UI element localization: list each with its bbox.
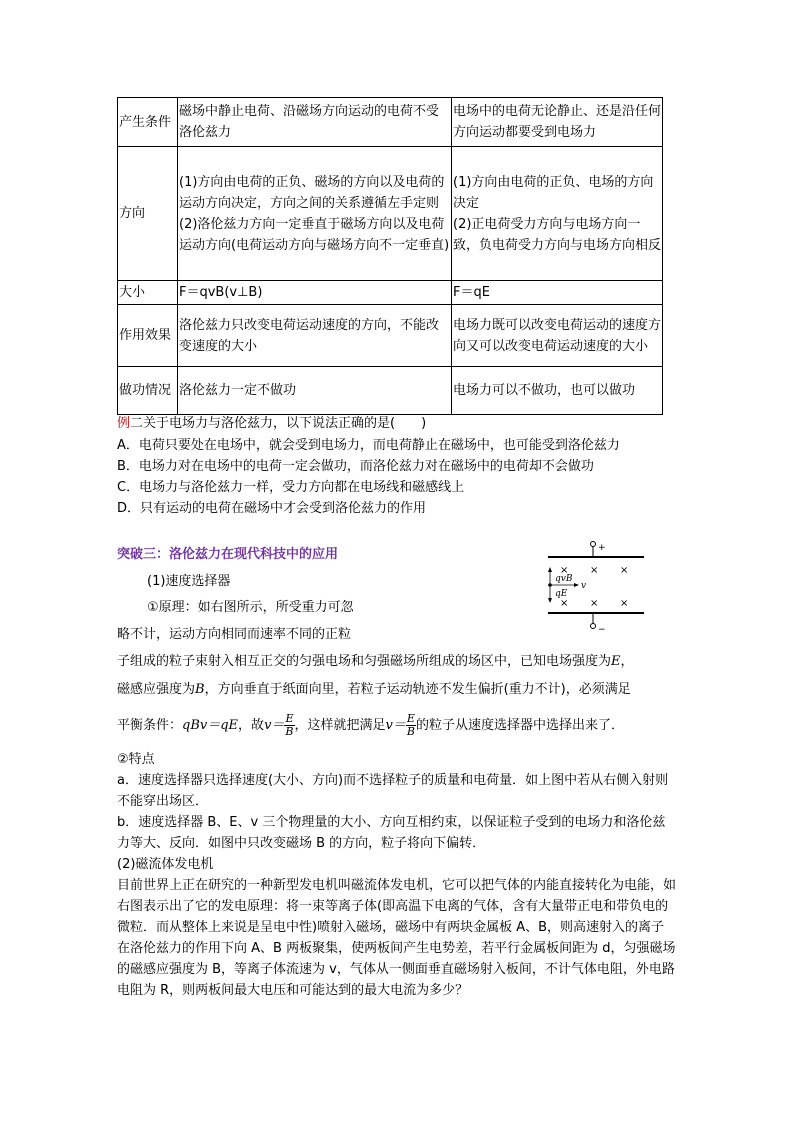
- balance-text: ，故: [238, 718, 265, 733]
- electric-cell: 电场力可以不做功，也可以做功: [452, 367, 663, 415]
- table-row: [118, 281, 663, 305]
- down-arrowhead: [548, 598, 552, 603]
- principle-line-3: [117, 652, 634, 672]
- velocity-selector-figure: [540, 540, 650, 635]
- magnetic-cell: [178, 147, 452, 281]
- velocity-arrowhead: [574, 583, 579, 587]
- velocity-label: v: [581, 581, 587, 591]
- row-label: 做功情况: [118, 367, 178, 415]
- electric-cell: 电场中的电荷无论静止、还是沿任何方向运动都要受到电场力: [452, 98, 663, 147]
- electric-cell: [452, 147, 663, 281]
- var-b: B: [195, 682, 205, 697]
- principle-line-2: 略不计，运动方向相同而速率不同的正粒: [117, 627, 352, 642]
- electric-cell: 电场力既可以改变电荷运动的速度方向又可以改变电荷运动速度的大小: [452, 305, 663, 367]
- example-question: [117, 414, 426, 434]
- magnetic-cell: 磁场中静止电荷、沿磁场方向运动的电荷不受洛伦兹力: [178, 98, 452, 147]
- features-block: [117, 749, 677, 1001]
- magnetic-field-cross: ×: [620, 598, 629, 609]
- option-c: C．电场力与洛伦兹力一样，受力方向都在电场线和磁感线上: [117, 480, 465, 495]
- velocity-eq: v＝: [264, 718, 285, 733]
- row-label: 作用效果: [118, 305, 178, 367]
- magnetic-field-cross: ×: [560, 565, 569, 576]
- magnetic-cell: 洛伦兹力只改变电荷运动速度的方向，不能改变速度的大小: [178, 305, 452, 367]
- electric-point-2: (2)正电荷受力方向与电场方向一致，负电荷受力方向与电场方向相反: [453, 216, 662, 253]
- fraction-denominator: B: [285, 725, 294, 738]
- option-a: A．电荷只要处在电场中，就会受到电场力，而电荷静止在磁场中，也可能受到洛伦兹力: [117, 438, 620, 453]
- row-label: 方向: [118, 147, 178, 281]
- balance-text: ，这样就把满足: [294, 718, 386, 733]
- magnetic-field-cross: ×: [560, 598, 569, 609]
- feature-b: b．速度选择器 B、E、v 三个物理量的大小、方向互相约束，以保证粒子受到的电场力和洛伦兹力等大、反向．如图中只改变磁场 B 的方向，粒子将向下偏转．: [117, 815, 666, 851]
- top-terminal: [591, 542, 596, 547]
- section-heading: 突破三：洛伦兹力在现代科技中的应用: [117, 547, 339, 562]
- comma: ，: [620, 654, 634, 669]
- principle-text: ，方向垂直于纸面向里，若粒子运动轨迹不发生偏折(重力不计)，必须满足: [204, 682, 631, 697]
- magnetic-point-2: (2)洛伦兹力方向一定垂直于磁场方向以及电荷运动方向(电荷运动方向与磁场方向不一定垂直): [179, 216, 450, 253]
- option-b: B．电场力对在电场中的电荷一定会做功，而洛伦兹力对在磁场中的电荷却不会做功: [117, 459, 594, 474]
- comparison-table: [117, 97, 663, 415]
- magnetic-cell: 洛伦兹力一定不做功: [178, 367, 452, 415]
- minus-sign: −: [598, 625, 606, 635]
- electric-cell: F＝qE: [452, 281, 663, 305]
- table-row: [118, 98, 663, 147]
- var-e: E: [611, 654, 621, 669]
- feature-a: a．速度选择器只选择速度(大小、方向)而不选择粒子的质量和电荷量．如上图中若从右侧入射则不能穿出场区．: [117, 773, 669, 809]
- row-label: 大小: [118, 281, 178, 305]
- magnetic-cell: F＝qvB(v⊥B): [178, 281, 452, 305]
- principle-text: 子组成的粒子束射入相互正交的匀强电场和匀强磁场所组成的场区中，已知电场强度为: [117, 654, 612, 669]
- plus-sign: +: [598, 543, 606, 553]
- electric-point-1: (1)方向由电荷的正负、电场的方向决定: [453, 174, 654, 211]
- balance-label: 平衡条件：: [117, 718, 183, 733]
- table-row: [118, 147, 663, 281]
- principle-line-1: ①原理：如右图所示，所受重力可忽: [147, 600, 354, 615]
- fraction-e-over-b: [406, 713, 416, 738]
- fraction-denominator: B: [406, 725, 415, 738]
- table-row: [118, 305, 663, 367]
- magnetic-force-label: qvB: [555, 574, 573, 584]
- magnetic-field-cross: ×: [590, 565, 599, 576]
- balance-equation: qBv＝qE: [182, 718, 239, 733]
- bottom-terminal: [591, 624, 596, 629]
- magnetic-field-cross: ×: [620, 565, 629, 576]
- magnetic-field-cross: ×: [590, 598, 599, 609]
- velocity-eq: v＝: [385, 718, 406, 733]
- example-mark: 例: [117, 416, 131, 431]
- table-row: [118, 367, 663, 415]
- up-arrowhead: [548, 567, 552, 572]
- balance-text: 的粒子从速度选择器中选择出来了．: [415, 718, 624, 733]
- example-question-text: 二关于电场力与洛伦兹力，以下说法正确的是( ): [130, 416, 427, 431]
- magnetic-point-1: (1)方向由电荷的正负、磁场的方向以及电荷的运动方向决定，方向之间的关系遵循左手定则: [179, 174, 445, 211]
- principle-line-4: [117, 680, 631, 700]
- row-label: 产生条件: [118, 98, 178, 147]
- mhd-paragraph: 目前世界上正在研究的一种新型发电机叫磁流体发电机，它可以把气体的内能直接转化为电能，如右图表示出了它的发电原理：将一束等离子体(即高温下电离的气体，含有大量带正电和带负电的微粒．而从整体上来说是呈电中性)喷射入磁场，磁场中有两块金属板 A、B，则高速射入的离子在洛伦兹力的作用下向 A、B 两板聚集，使两板间产生电势差，若平行金属板间距为 d，匀强磁场的磁感应强度为 B，等离子体流速为 v，气体从一侧面垂直磁场射入板间，不计气体电阻，外电路电阻为 R，则两板间最大电压和可能达到的最大电流为多少？: [117, 878, 677, 998]
- balance-condition: [117, 712, 624, 740]
- option-d: D．只有运动的电荷在磁场中才会受到洛伦兹力的作用: [117, 501, 427, 516]
- feature-title: ②特点: [117, 752, 155, 767]
- fraction-e-over-b: [284, 713, 294, 738]
- electric-force-label: qE: [555, 589, 568, 599]
- principle-text: 磁感应强度为: [117, 682, 196, 697]
- fraction-numerator: E: [285, 712, 294, 725]
- fraction-numerator: E: [406, 712, 415, 725]
- subsection-velocity-selector: (1)速度选择器: [147, 574, 231, 589]
- subsection-mhd-generator: (2)磁流体发电机: [117, 857, 214, 872]
